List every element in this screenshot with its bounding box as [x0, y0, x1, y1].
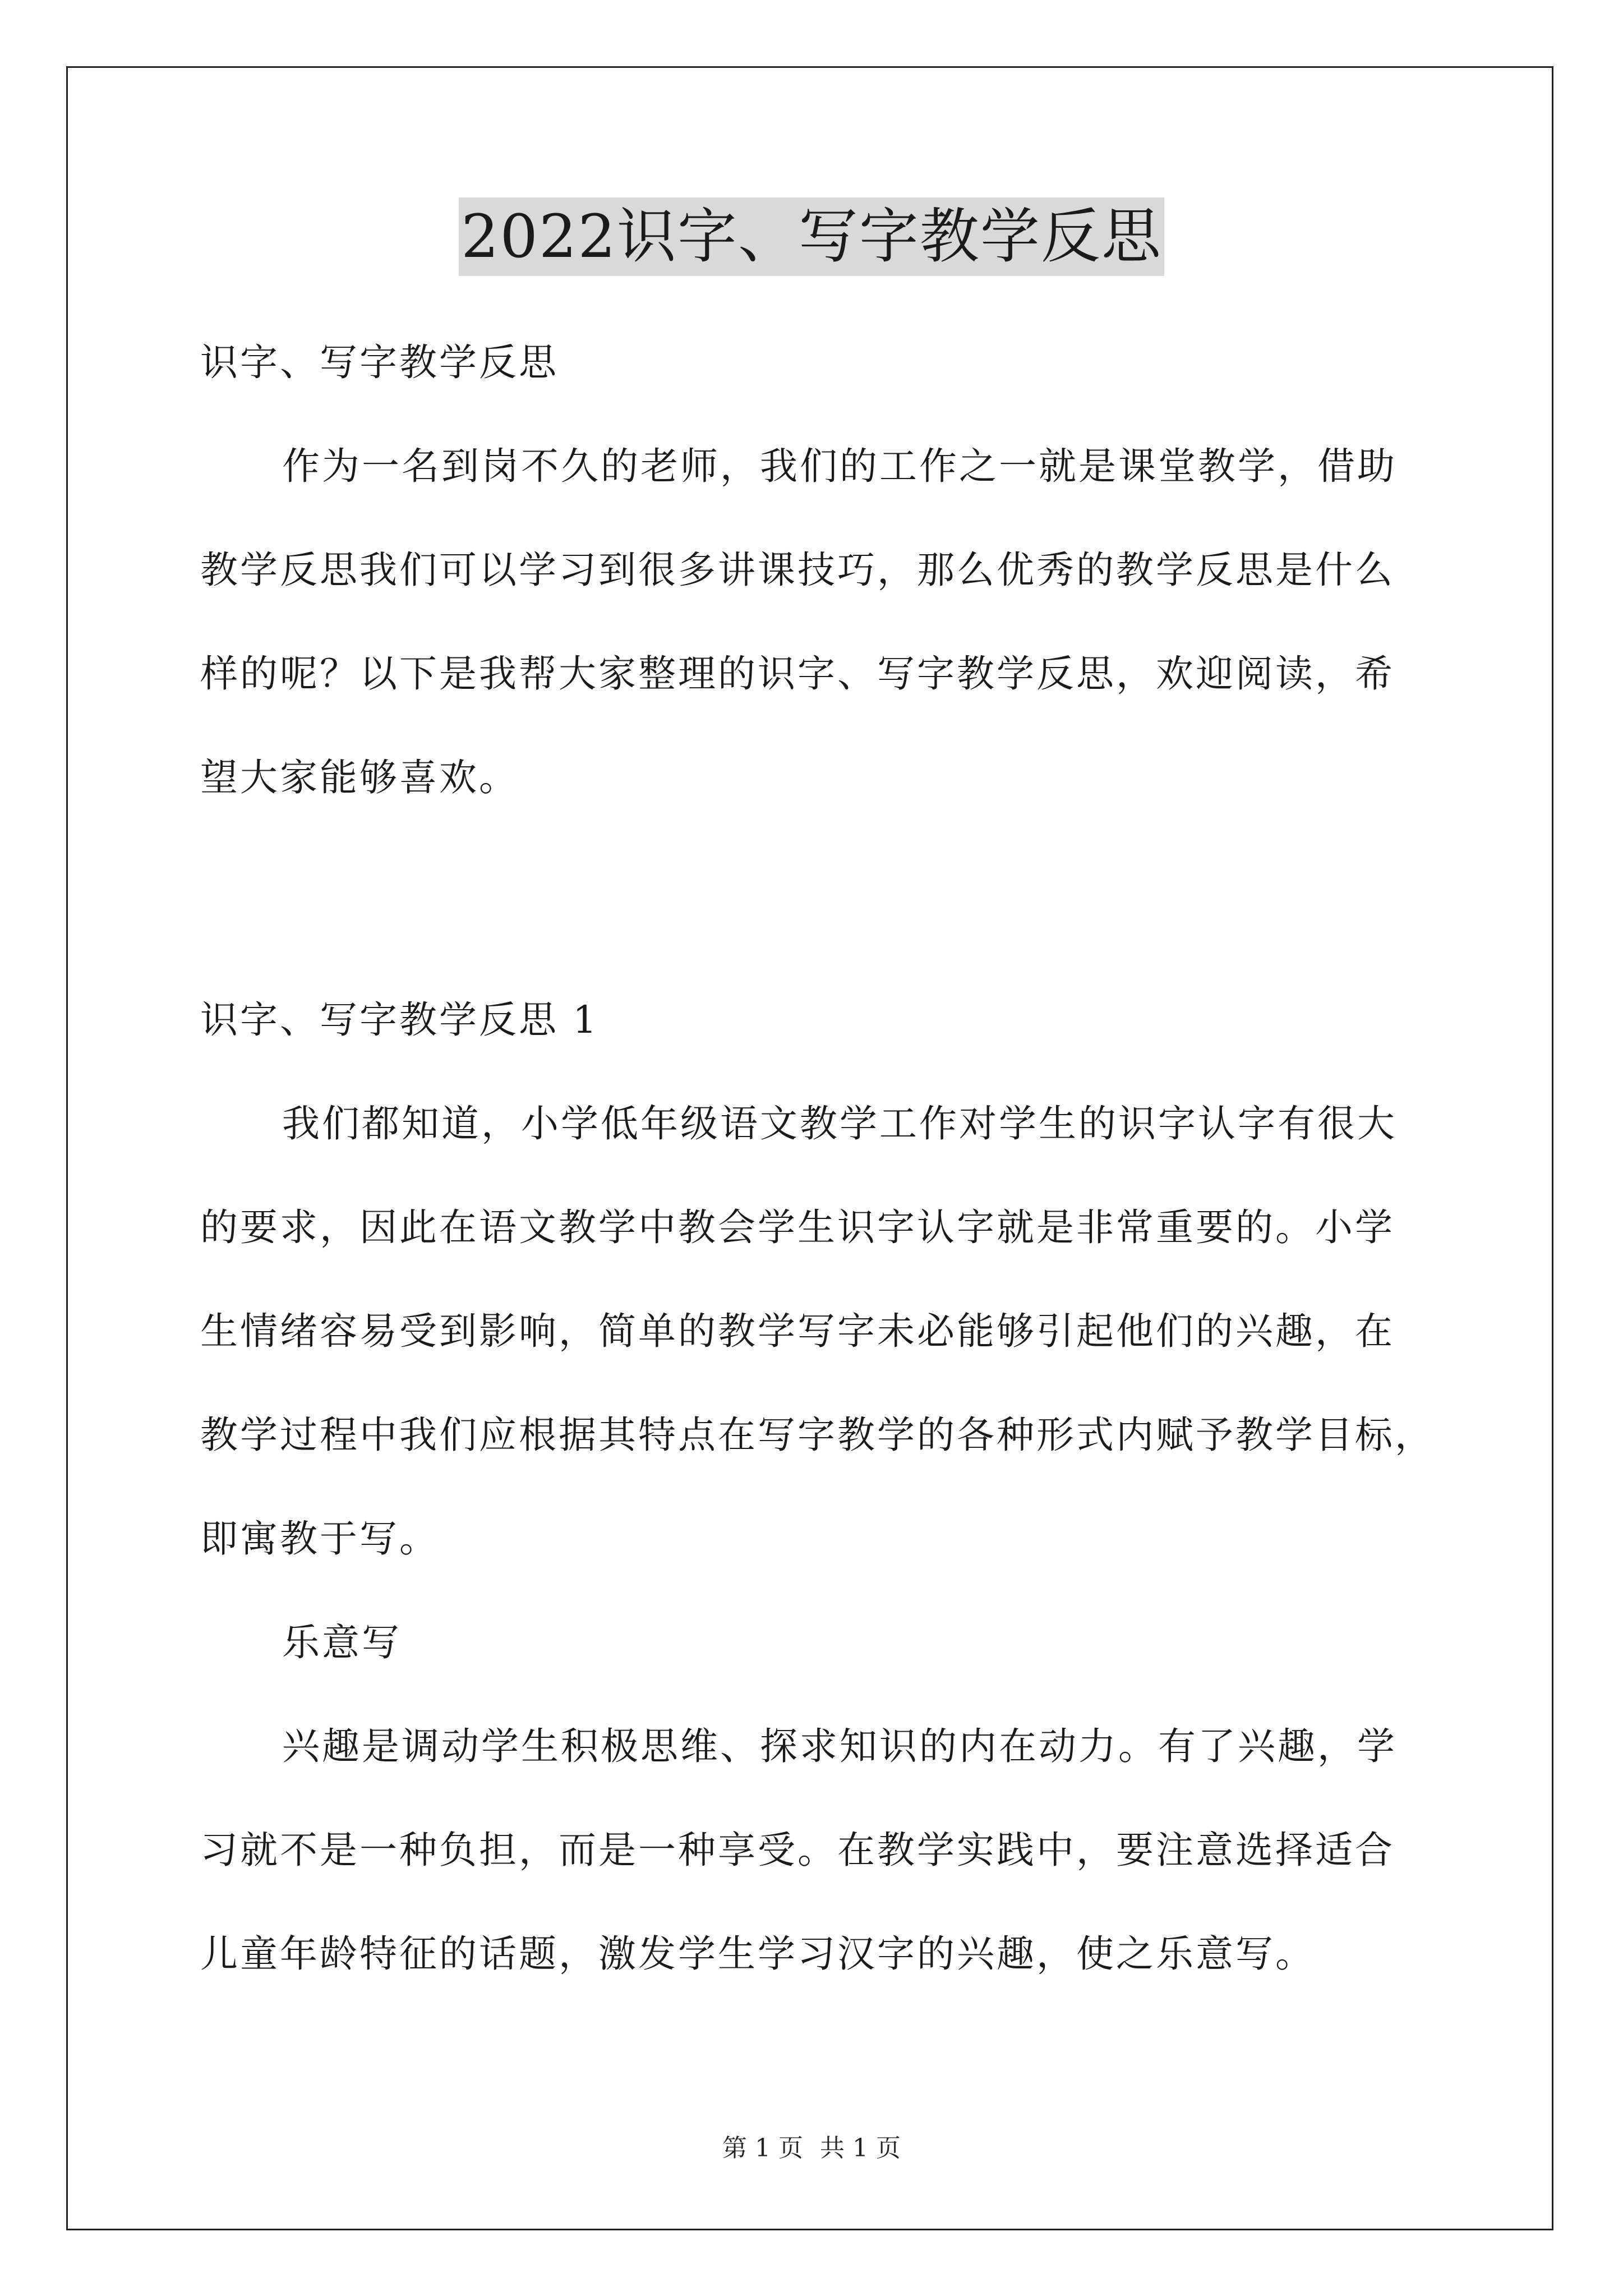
section1-heading: 识字、写字教学反思 1: [200, 998, 599, 1042]
section1-paragraph2: [200, 1720, 1397, 1980]
intro-paragraph: [200, 440, 1397, 804]
section1-line: 教学过程中我们应根据其特点在写字教学的各种形式内赋予教学目标，: [200, 1413, 1435, 1457]
intro-line: 望大家能够喜欢。: [200, 756, 519, 799]
section1-line: 生情绪容易受到影响，简单的教学写字未必能够引起他们的兴趣，在: [200, 1309, 1395, 1353]
section1-line: 即寓教于写。: [200, 1517, 439, 1561]
intro-line: 教学反思我们可以学习到很多讲课技巧，那么优秀的教学反思是什么: [200, 548, 1395, 592]
page-total: 共 1 页: [820, 2134, 901, 2162]
page-footer: [0, 2132, 1623, 2165]
document-title: 2022识字、写字教学反思: [459, 197, 1164, 276]
section1-line: 兴趣是调动学生积极思维、探求知识的内在动力。有了兴趣，学: [282, 1724, 1397, 1768]
section1-line: 的要求，因此在语文教学中教会学生识字认字就是非常重要的。小学: [200, 1205, 1395, 1249]
subheading: 乐意写: [282, 1621, 402, 1664]
intro-heading: 识字、写字教学反思: [200, 341, 559, 384]
page-number: 第 1 页: [722, 2134, 803, 2162]
intro-line: 作为一名到岗不久的老师，我们的工作之一就是课堂教学，借助: [282, 444, 1397, 488]
intro-line: 样的呢？以下是我帮大家整理的识字、写字教学反思，欢迎阅读，希: [200, 652, 1395, 696]
section1-paragraph: [200, 1098, 1435, 1565]
section1-line: 习就不是一种负担，而是一种享受。在教学实践中，要注意选择适合: [200, 1828, 1395, 1872]
section1-line: 我们都知道，小学低年级语文教学工作对学生的识字认字有很大: [282, 1102, 1397, 1145]
title-container: [0, 197, 1623, 276]
section1-line: 儿童年龄特征的话题，激发学生学习汉字的兴趣，使之乐意写。: [200, 1932, 1315, 1976]
